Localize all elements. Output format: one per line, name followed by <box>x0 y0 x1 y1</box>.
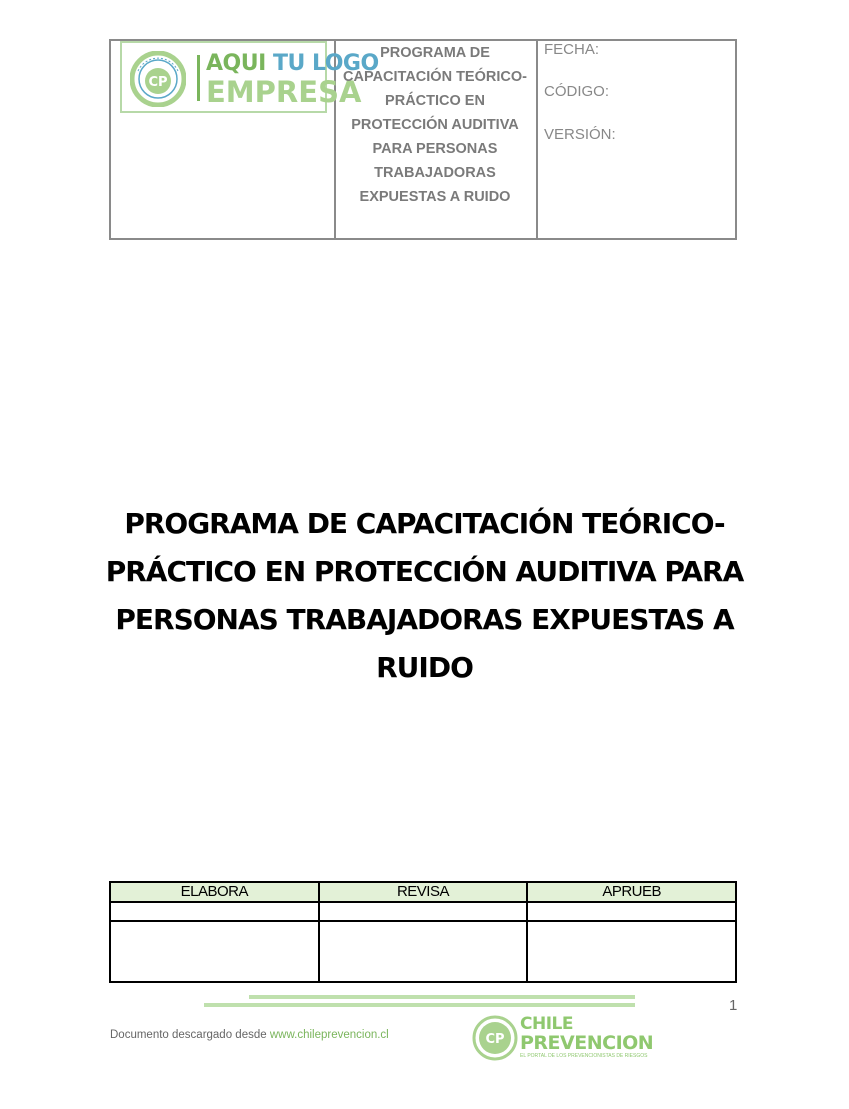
footer-rule-bottom <box>204 1003 635 1007</box>
logo-line-1: AQUI TU LOGO <box>206 51 379 76</box>
download-link[interactable]: www.chileprevencion.cl <box>269 1029 389 1041</box>
aprueba-name-cell <box>527 902 736 921</box>
chileprevencion-footer-logo-icon <box>472 1015 518 1061</box>
download-text: Documento descargado desde <box>110 1029 267 1041</box>
approval-signature-row <box>110 921 736 982</box>
version-label: VERSIÓN: <box>544 126 616 143</box>
revisa-header: REVISA <box>319 882 528 902</box>
approval-name-row <box>110 902 736 921</box>
footer-rule-top <box>249 995 635 999</box>
revisa-signature-cell <box>319 921 528 982</box>
header-title: PROGRAMA DE CAPACITACIÓN TEÓRICO- PRÁCTICO EN PROTECCIÓN AUDITIVA PARA PERSONAS TRABAJADORAS EXPUESTAS A RUIDO <box>343 45 527 205</box>
document-title: PROGRAMA DE CAPACITACIÓN TEÓRICO- PRÁCTICO EN PROTECCIÓN AUDITIVA PARA PERSONAS TRABAJADORAS EXPUESTAS A RUIDO <box>105 507 744 684</box>
header-logo-cell <box>111 41 379 238</box>
aprueba-header: APRUEB <box>527 882 736 902</box>
header-title-cell <box>334 41 538 238</box>
logo-separator <box>197 55 200 101</box>
footer-brand-tagline: EL PORTAL DE LOS PREVENCIONISTAS DE RIESGOS <box>520 1053 648 1059</box>
elabora-signature-cell <box>110 921 319 982</box>
download-note <box>110 1028 389 1042</box>
company-logo-placeholder <box>120 41 379 113</box>
approval-table <box>109 881 737 983</box>
chileprevencion-seal-icon <box>130 51 186 107</box>
svg-text:CP: CP <box>148 75 168 90</box>
footer-brand-line-1: CHILE <box>520 1014 573 1034</box>
logo-line-2: EMPRESA <box>206 75 362 109</box>
revisa-name-cell <box>319 902 528 921</box>
header-meta-cell <box>536 41 735 238</box>
elabora-name-cell <box>110 902 319 921</box>
document-header-table <box>109 39 737 240</box>
codigo-label: CÓDIGO: <box>544 83 610 100</box>
aprueba-signature-cell <box>527 921 736 982</box>
svg-text:CP: CP <box>485 1032 505 1047</box>
footer-brand-line-2: PREVENCION <box>520 1032 654 1054</box>
approval-header-row <box>110 882 736 902</box>
fecha-label: FECHA: <box>544 41 600 58</box>
page-number: 1 <box>729 997 738 1014</box>
elabora-header: ELABORA <box>110 882 319 902</box>
